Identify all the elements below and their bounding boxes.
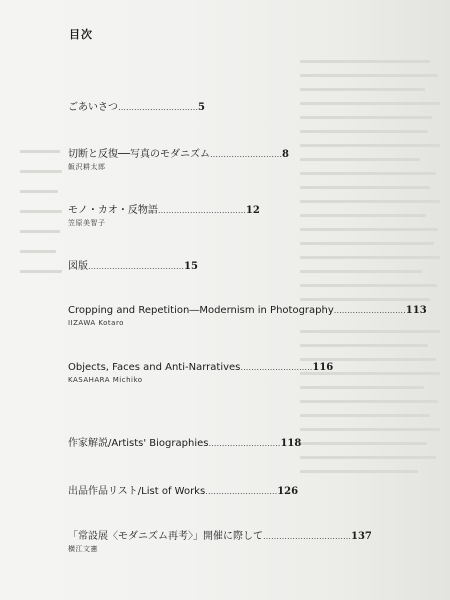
toc-entry xyxy=(68,102,205,114)
entry-author: KASAHARA Michiko xyxy=(68,376,143,384)
entry-title: 出品作品リスト/List of Works xyxy=(68,486,206,497)
entry-title: 「常設展〈モダニズム再考〉」開催に際して xyxy=(68,531,263,542)
toc-entry xyxy=(68,149,289,172)
toc-entry xyxy=(68,205,260,228)
dot-leader: …………………………… xyxy=(157,206,246,215)
dot-leader: ……………………… xyxy=(333,306,406,315)
entry-title: Cropping and Repetition―Modernism in Photography xyxy=(68,305,334,316)
dot-leader: ……………………… xyxy=(208,439,281,448)
page-title: 目次 xyxy=(69,28,93,41)
entry-author: 笠原美智子 xyxy=(68,219,106,227)
page-number: 118 xyxy=(280,438,302,449)
dot-leader: ……………………… xyxy=(240,363,313,372)
dot-leader: ……………………………… xyxy=(88,262,184,271)
page-number: 126 xyxy=(277,486,299,497)
toc-entry xyxy=(68,531,372,554)
page-number: 15 xyxy=(184,261,198,272)
dot-leader: ………………………… xyxy=(118,103,198,112)
entry-title: 作家解説/Artists' Biographies xyxy=(68,438,209,449)
entry-title: 切断と反復──写真のモダニズム xyxy=(68,149,211,160)
page-number: 5 xyxy=(198,102,205,113)
entry-author: 飯沢耕太郎 xyxy=(68,163,106,171)
toc-entry xyxy=(68,261,198,273)
page-number: 116 xyxy=(312,362,334,373)
entry-title: ごあいさつ xyxy=(68,102,118,113)
page-number: 8 xyxy=(282,149,290,160)
entry-title: Objects, Faces and Anti-Narratives xyxy=(68,362,241,373)
toc-entry xyxy=(68,438,301,450)
entry-author: 横江文憲 xyxy=(68,545,98,553)
dot-leader: …………………………… xyxy=(263,532,351,541)
entry-title: モノ・カオ・反物語 xyxy=(68,205,158,216)
page-number: 137 xyxy=(351,531,372,542)
entry-title: 図版 xyxy=(68,261,88,272)
toc-entry xyxy=(68,305,427,328)
page-number: 113 xyxy=(405,305,427,316)
toc-entry xyxy=(68,362,333,385)
page-number: 12 xyxy=(245,205,260,216)
entry-author: IIZAWA Kotaro xyxy=(68,319,124,327)
dot-leader: ……………………… xyxy=(210,150,283,159)
toc-entry xyxy=(68,486,298,498)
dot-leader: ……………………… xyxy=(205,487,278,496)
